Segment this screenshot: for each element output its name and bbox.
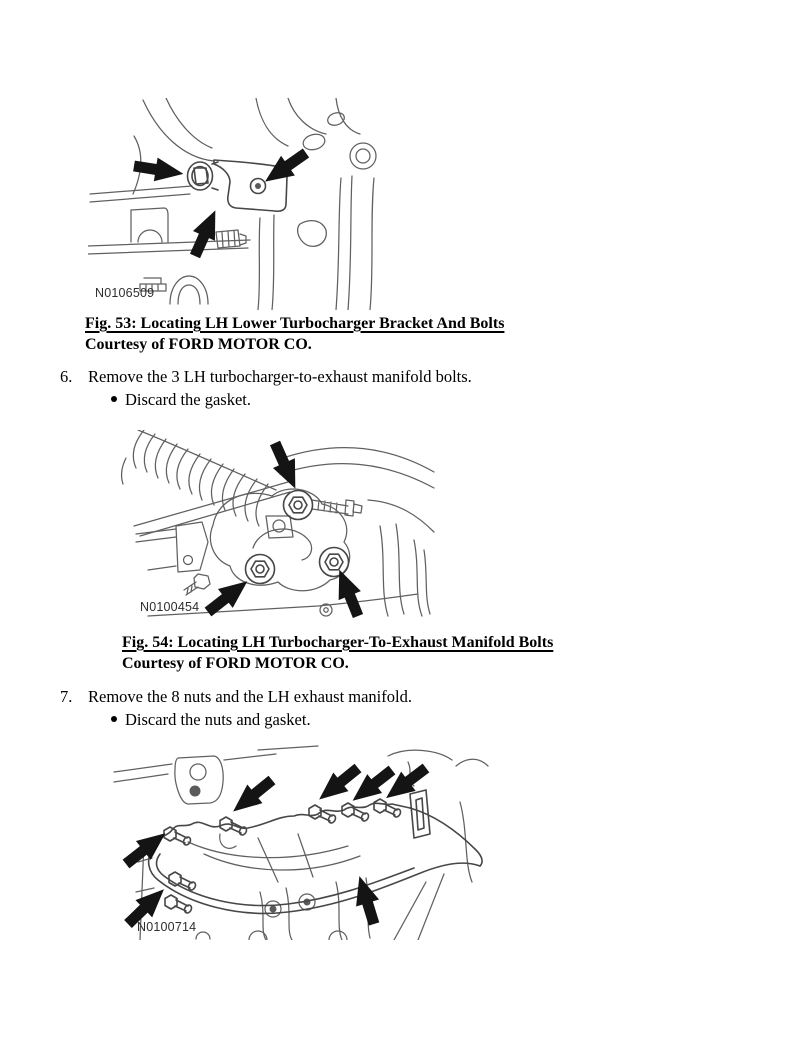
step-6-bullet xyxy=(111,389,251,410)
step-6-text: Remove the 3 LH turbocharger-to-exhaust manifold bolts. xyxy=(88,367,472,386)
step-7-number: 7. xyxy=(60,687,73,706)
figure-53-line-art xyxy=(88,98,382,310)
corrugated-hose xyxy=(122,430,276,526)
bullet-icon xyxy=(111,396,117,402)
figure-53-caption xyxy=(85,313,504,355)
arrow-icon xyxy=(379,758,433,807)
figure-53-caption-credit: Courtesy of FORD MOTOR CO. xyxy=(85,336,312,353)
step-7-text: Remove the 8 nuts and the LH exhaust manifold. xyxy=(88,687,412,706)
bullet-icon xyxy=(111,716,117,722)
step-7 xyxy=(60,686,412,707)
step-7-bullet-text: Discard the nuts and gasket. xyxy=(125,710,311,729)
figure-54-caption xyxy=(122,632,553,674)
step-6-number: 6. xyxy=(60,367,73,386)
figure-53-illustration xyxy=(88,98,382,310)
arrow-icon xyxy=(312,759,366,809)
figure-54-image-id: N0100454 xyxy=(140,600,200,614)
figure-54-line-art xyxy=(118,430,436,618)
arrow-icon xyxy=(264,438,306,493)
mounting-bracket-plate xyxy=(175,756,223,804)
arrow-icon xyxy=(184,205,226,260)
arrow-icon xyxy=(132,154,185,186)
figure-53-image-id: N0106509 xyxy=(95,286,155,300)
exhaust-manifold-body xyxy=(149,790,482,913)
figure-53-caption-title: Fig. 53: Locating LH Lower Turbocharger Bracket And Bolts xyxy=(85,315,505,332)
figure-54-illustration xyxy=(118,430,436,618)
manifold-surface-lines xyxy=(188,834,360,882)
engine-background-lines xyxy=(88,98,376,310)
step-6-bullet-text: Discard the gasket. xyxy=(125,390,251,409)
step-6 xyxy=(60,366,472,387)
bracket-bolt xyxy=(188,162,219,190)
exhaust-manifold-line-art xyxy=(108,742,496,940)
exhaust-manifold-image-id: N0100714 xyxy=(137,920,197,934)
arrow-icon xyxy=(258,143,313,191)
figure-54-caption-credit: Courtesy of FORD MOTOR CO. xyxy=(122,655,349,672)
exhaust-manifold-illustration xyxy=(108,742,496,940)
turbocharger-housing xyxy=(176,489,362,595)
arrow-icon xyxy=(226,771,280,821)
arrow-icon xyxy=(328,565,369,618)
figure-54-caption-title: Fig. 54: Locating LH Turbocharger-To-Exhaust Manifold Bolts xyxy=(122,634,554,651)
step-7-bullet xyxy=(111,709,311,730)
